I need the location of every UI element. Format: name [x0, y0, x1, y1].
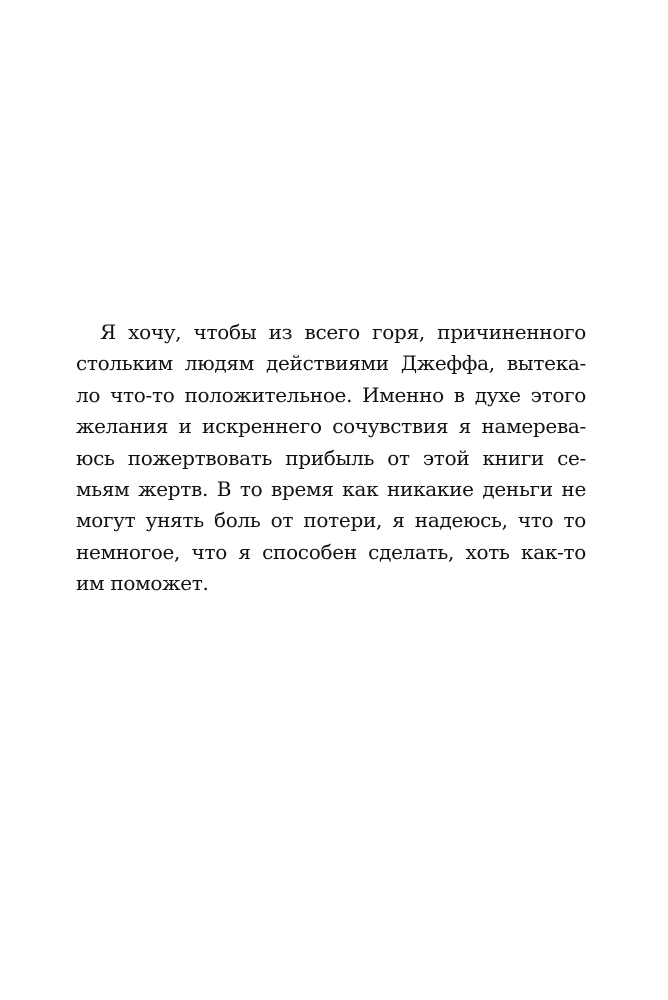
- body-paragraph: [76, 317, 586, 600]
- paragraph-line-1: Я хочу, чтобы из всего горя, причиненного: [100, 320, 586, 344]
- paragraph-line-8: немногое, что я способен сделать, хоть как-то: [76, 539, 586, 564]
- paragraph-line-7: могут унять боль от потери, я надеюсь, что то: [76, 508, 586, 533]
- paragraph-line-4: желания и искреннего сочувствия я намерева-: [76, 414, 586, 439]
- paragraph-line-2: стольким людям действиями Джеффа, вытека-: [76, 351, 586, 376]
- paragraph-line-5: юсь пожертвовать прибыль от этой книги се-: [76, 445, 586, 470]
- paragraph-line-6: мьям жертв. В то время как никакие деньги не: [76, 476, 586, 501]
- paragraph-line-3: ло что-то положительное. Именно в духе этого: [76, 382, 586, 407]
- paragraph-line-9: им поможет.: [76, 571, 209, 596]
